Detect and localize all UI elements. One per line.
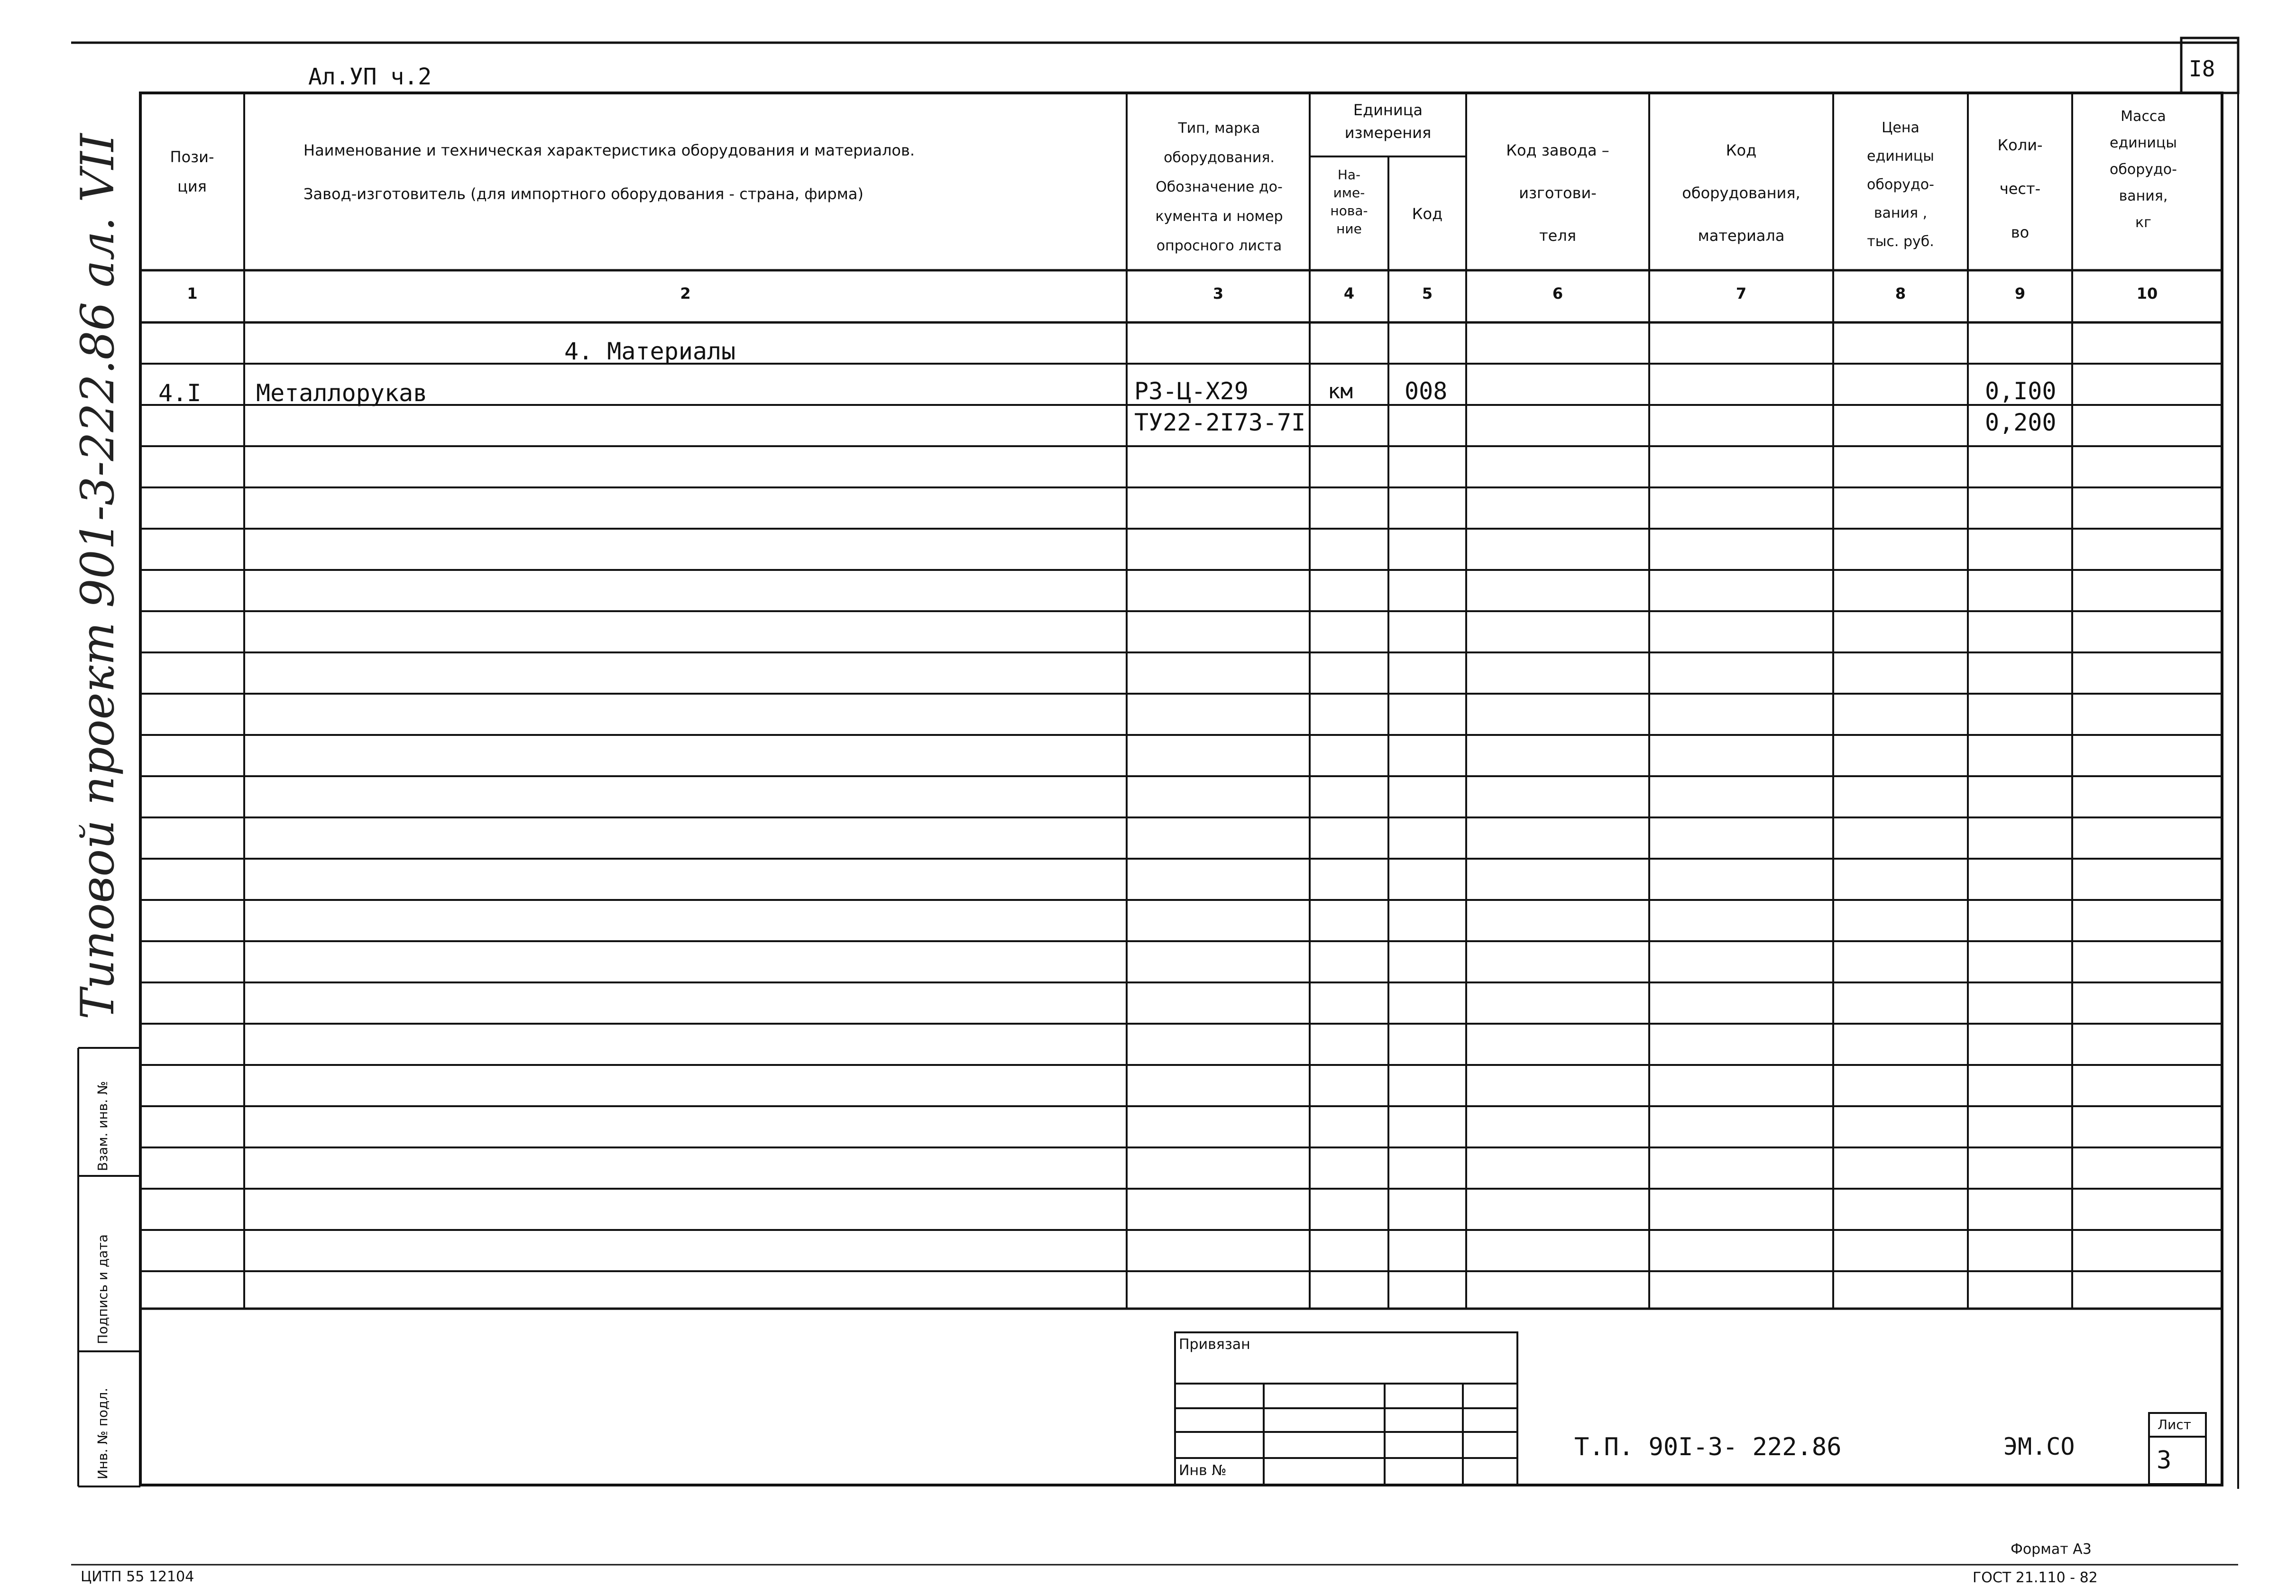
row-1-unit: км — [1328, 379, 1353, 404]
row-2-quantity: 0,200 — [1985, 409, 2057, 436]
header-unit-code: Код — [1412, 205, 1443, 223]
column-number-9: 9 — [2014, 284, 2026, 303]
stamp-doc-code: ЭМ.СО — [2003, 1433, 2075, 1460]
header-price: Цена единицы оборудо- вания , тыс. руб. — [1867, 119, 1934, 250]
stamp-inv-no: Инв № — [1179, 1462, 1227, 1479]
stamp-privyazan: Привязан — [1179, 1336, 1250, 1353]
header-unit-group: Единица измерения — [1344, 101, 1432, 142]
footer-gost: ГОСТ 21.110 - 82 — [1973, 1569, 2098, 1586]
header-position: Пози- ция — [170, 148, 214, 195]
stamp-sheet-value: 3 — [2157, 1446, 2172, 1475]
row-2-type: ТУ22-2I73-7I — [1134, 409, 1306, 436]
row-1-quantity: 0,I00 — [1985, 377, 2057, 405]
column-number-1: 1 — [187, 284, 198, 303]
header-mass: Масса единицы оборудо- вания, кг — [2110, 108, 2177, 231]
column-number-5: 5 — [1422, 284, 1433, 303]
column-number-6: 6 — [1552, 284, 1563, 303]
column-number-7: 7 — [1736, 284, 1747, 303]
header-equipment-code: Код оборудования, материала — [1682, 141, 1800, 245]
header-unit-name: На- име- нова- ние — [1330, 167, 1368, 237]
footer-left-code: ЦИТП 55 12104 — [81, 1568, 194, 1585]
header-type: Тип, марка оборудования. Обозначение до- кумента и номер опросного листа — [1155, 120, 1283, 254]
project-vertical-label: Типовой проект 901-3-222.86 ал. VII — [71, 133, 124, 1019]
footer-format: Формат А3 — [2011, 1541, 2092, 1558]
header-name-line1: Наименование и техническая характеристика оборудования и материалов. — [303, 141, 915, 159]
side-inv-original: Инв. № подл. — [95, 1387, 110, 1479]
column-number-3: 3 — [1212, 284, 1224, 303]
section-title: 4. Материалы — [564, 338, 736, 365]
column-number-10: 10 — [2136, 284, 2158, 303]
row-1-type: Р3-Ц-Х29 — [1134, 377, 1249, 405]
header-quantity: Коли- чест- во — [1997, 136, 2043, 241]
column-number-2: 2 — [680, 284, 691, 303]
header-factory-code: Код завода – изготови- теля — [1506, 141, 1609, 245]
row-1-unit-code: 008 — [1405, 377, 1448, 405]
sheet-number: I8 — [2189, 56, 2215, 82]
row-1-position: 4.I — [158, 379, 202, 407]
side-sign-date: Подпись и дата — [95, 1234, 110, 1344]
row-1-name: Металлорукав — [256, 379, 428, 407]
side-inv-replace: Взам. инв. № — [95, 1081, 110, 1171]
stamp-sheet-label: Лист — [2158, 1417, 2191, 1432]
doc-reference: Ал.УП ч.2 — [308, 64, 432, 90]
table-grid — [140, 93, 2222, 1309]
column-number-8: 8 — [1895, 284, 1906, 303]
header-name-line2: Завод-изготовитель (для импортного оборудования - страна, фирма) — [303, 185, 863, 203]
stamp-project-code: Т.П. 90I-3- 222.86 — [1574, 1433, 1842, 1461]
stamp-frame — [1175, 1332, 2206, 1485]
column-number-4: 4 — [1343, 284, 1355, 303]
